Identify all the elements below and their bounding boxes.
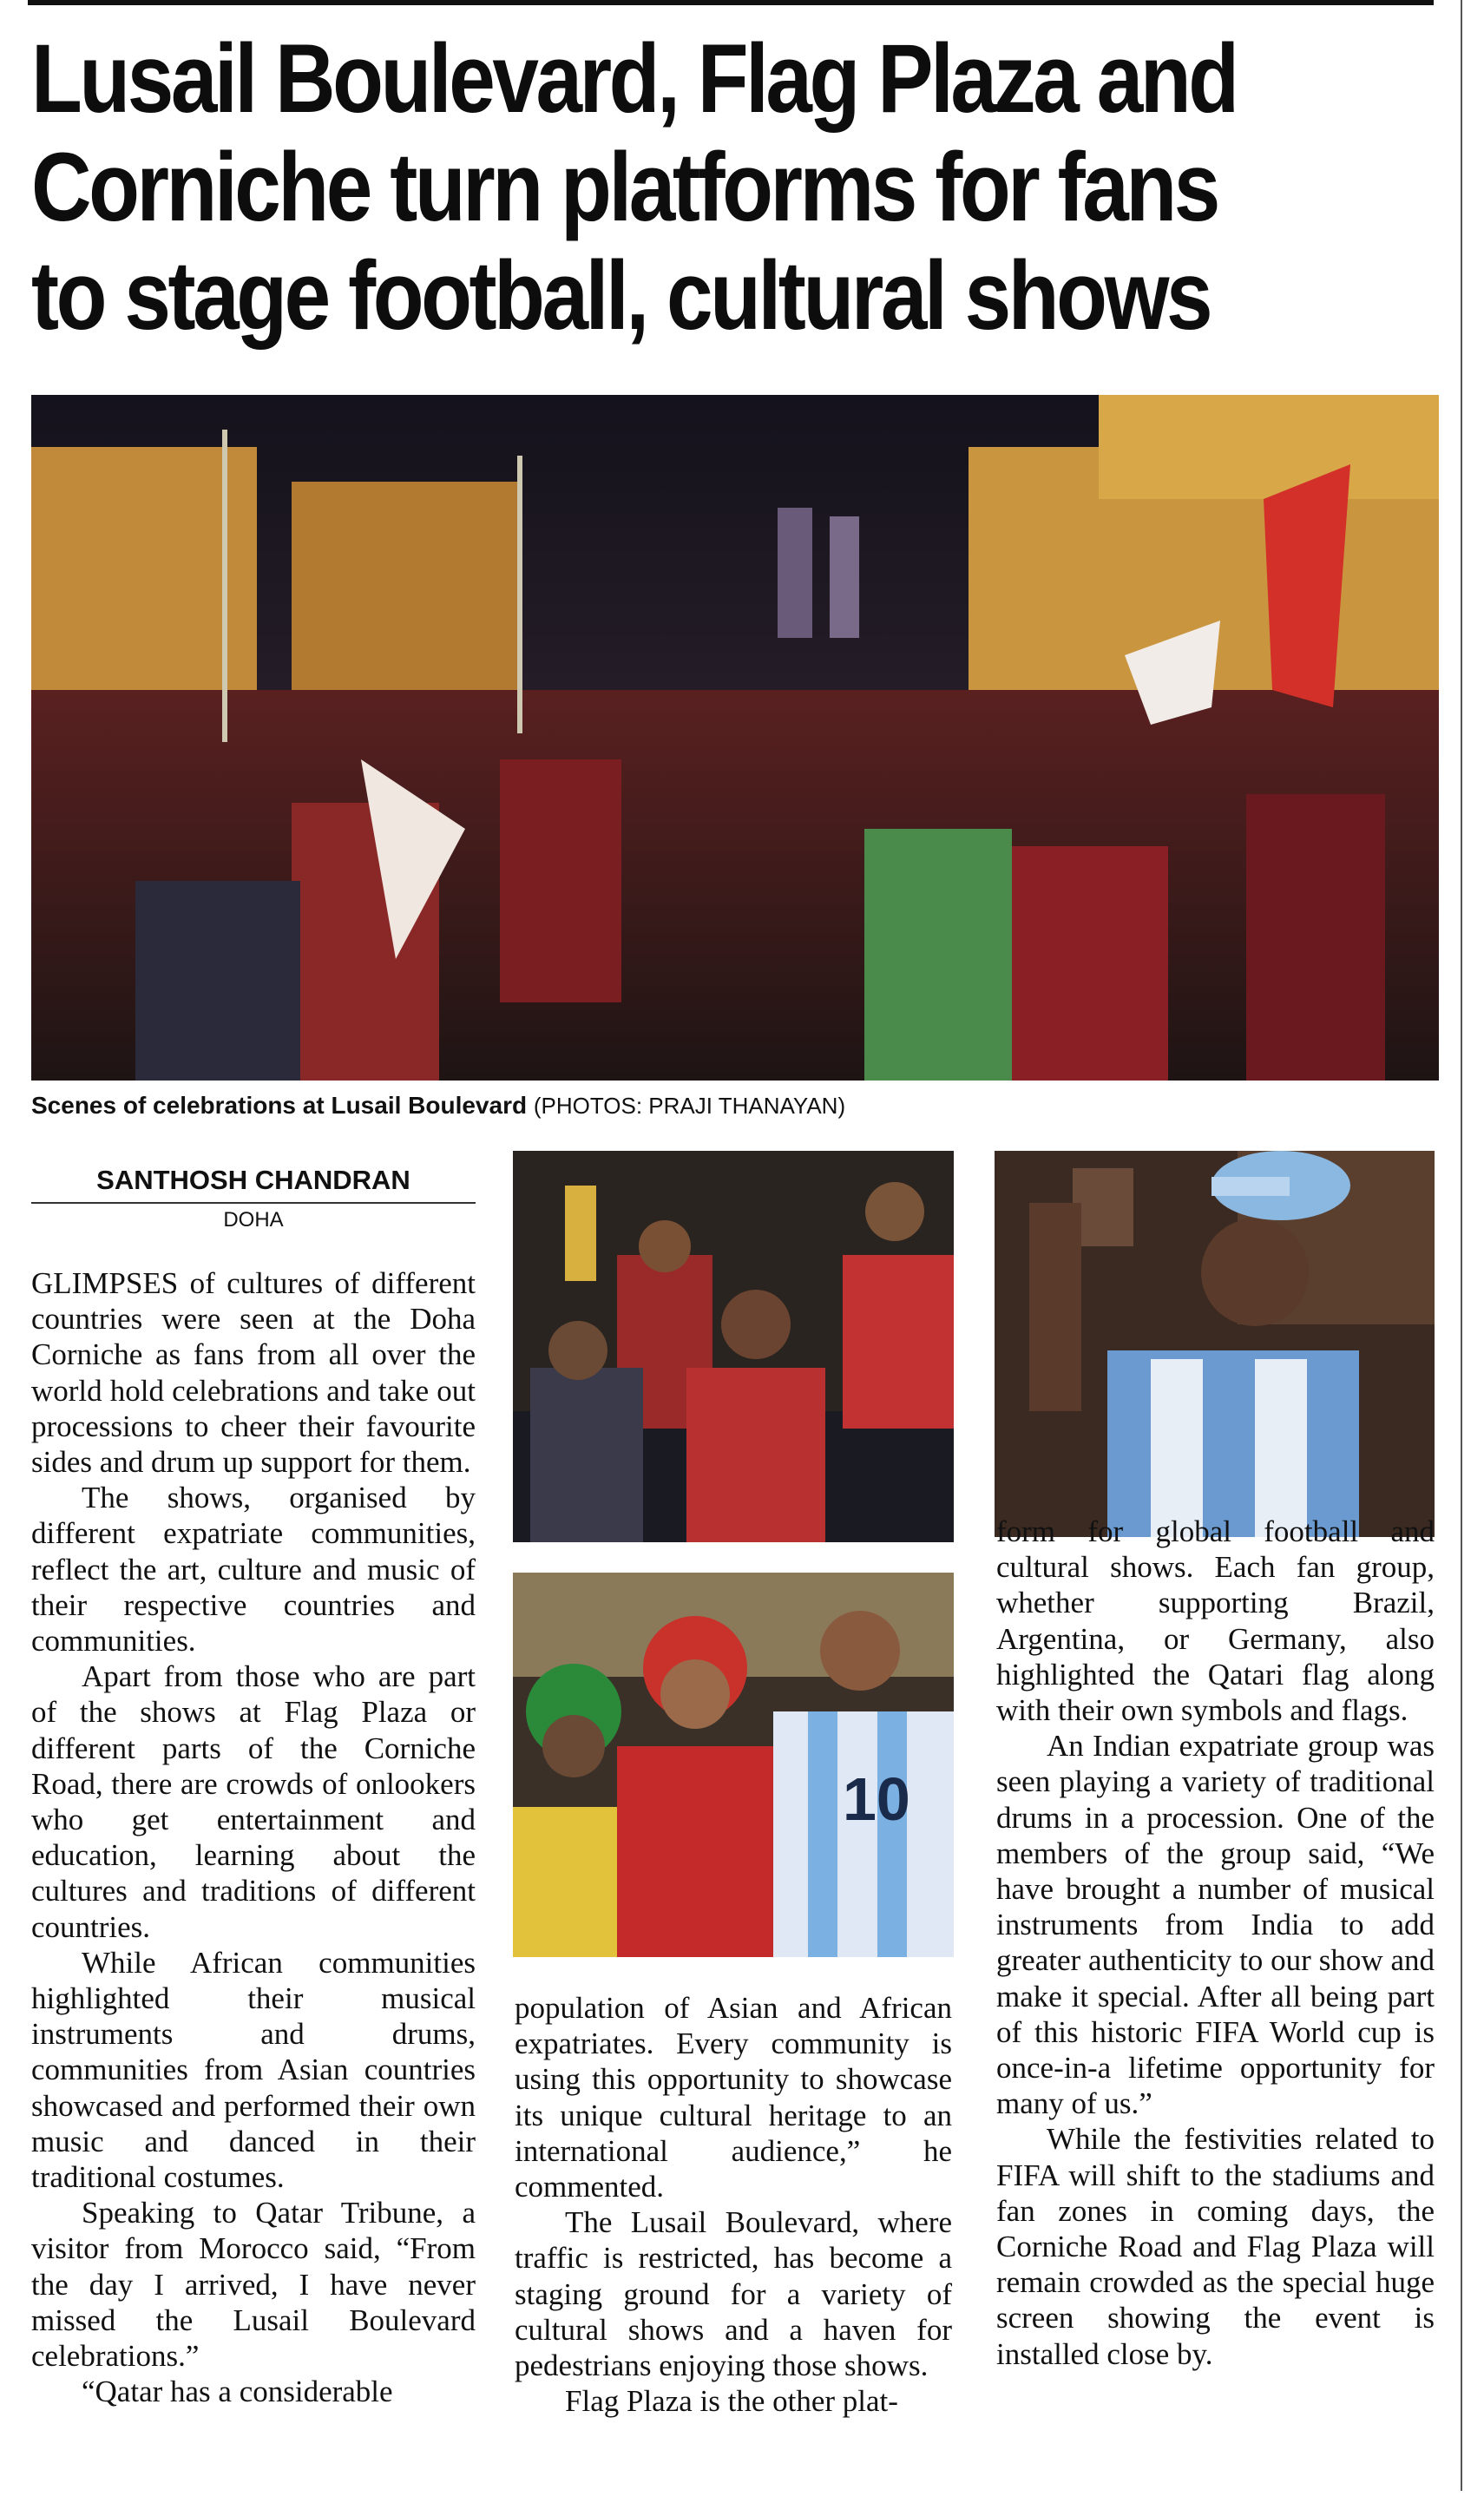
paragraph: Apart from those who are part of the shows at Flag Plaza or different parts of the Corniche Road, there are crowds of onlookers who get entertainment and education, learning about the cultures and traditions of different countries. xyxy=(31,1659,476,1944)
caption-text: Scenes of celebrations at Lusail Boulevard xyxy=(31,1092,528,1119)
top-rule xyxy=(28,0,1434,5)
photo-caption xyxy=(31,1092,845,1120)
paragraph: The Lusail Boulevard, where traffic is restricted, has become a staging ground for a variety of cultural shows and a haven for pedestrians enjoying those shows. xyxy=(515,2205,952,2383)
paragraph: While the festivities related to FIFA will shift to the stadiums and fan zones in coming days, the Corniche Road and Flag Plaza will remain crowded as the special huge screen showing the event is installed close by. xyxy=(996,2122,1435,2371)
jersey-number: 10 xyxy=(843,1765,910,1833)
dateline: DOHA xyxy=(223,1208,284,1232)
paragraph: population of Asian and African expatriates. Every community is using this opportunity to showcase its unique cultural heritage to an international audience,” he commented. xyxy=(515,1991,952,2204)
article-column-3 xyxy=(996,1514,1435,2372)
photo-fans-trophy xyxy=(513,1151,954,1542)
headline-line-3: to stage football, cultural shows xyxy=(31,241,1211,350)
photo-credit: (PHOTOS: PRAJI THANAYAN) xyxy=(533,1093,846,1119)
paragraph: Flag Plaza is the other plat- xyxy=(565,2384,898,2419)
paragraph: The shows, organised by different expatriate communities, reflect the art, culture and music of their respective countries and communities. xyxy=(31,1481,476,1659)
article-column-1 xyxy=(31,1265,476,2410)
paragraph: While African communities highlighted their musical instruments and drums, communities from Asian countries showcased and performed their own music and danced in their traditional costumes. xyxy=(31,1945,476,2195)
headline xyxy=(31,24,1240,350)
byline-rule xyxy=(31,1202,476,1204)
column-rule xyxy=(1461,0,1462,2491)
photo-fan-selfie xyxy=(995,1151,1435,1537)
byline-author: SANTHOSH CHANDRAN xyxy=(96,1165,410,1195)
headline-line-1: Lusail Boulevard, Flag Plaza and xyxy=(31,24,1237,133)
paragraph: Speaking to Qatar Tribune, a visitor from Morocco said, “From the day I arrived, I have never missed the Lusail Boulevard celebrations.” xyxy=(31,2196,476,2374)
paragraph: “Qatar has a considerable xyxy=(82,2375,393,2409)
article-column-2 xyxy=(515,1990,952,2419)
photo-fans-jerseys xyxy=(513,1573,954,1957)
paragraph: GLIMPSES of cultures of different countries were seen at the Doha Corniche as fans from all over the world hold celebrations and take out processions to cheer their favourite sides and drum up support for them. xyxy=(31,1266,476,1480)
main-photo-crowd xyxy=(31,395,1439,1081)
paragraph: form for global football and cultural shows. Each fan group, whether supporting Brazil, Argentina, or Germany, also highlighted the Qatari flag along with their own symbols and flags. xyxy=(996,1514,1435,1728)
headline-line-2: Corniche turn platforms for fans xyxy=(31,133,1218,241)
paragraph: An Indian expatriate group was seen playing a variety of traditional drums in a procession. One of the members of the group said, “We have brought a number of musical instruments from India to add greater authenticity to our show and make it special. After all being part of this historic FIFA World cup is once-in-a lifetime opportunity for many of us.” xyxy=(996,1729,1435,2121)
